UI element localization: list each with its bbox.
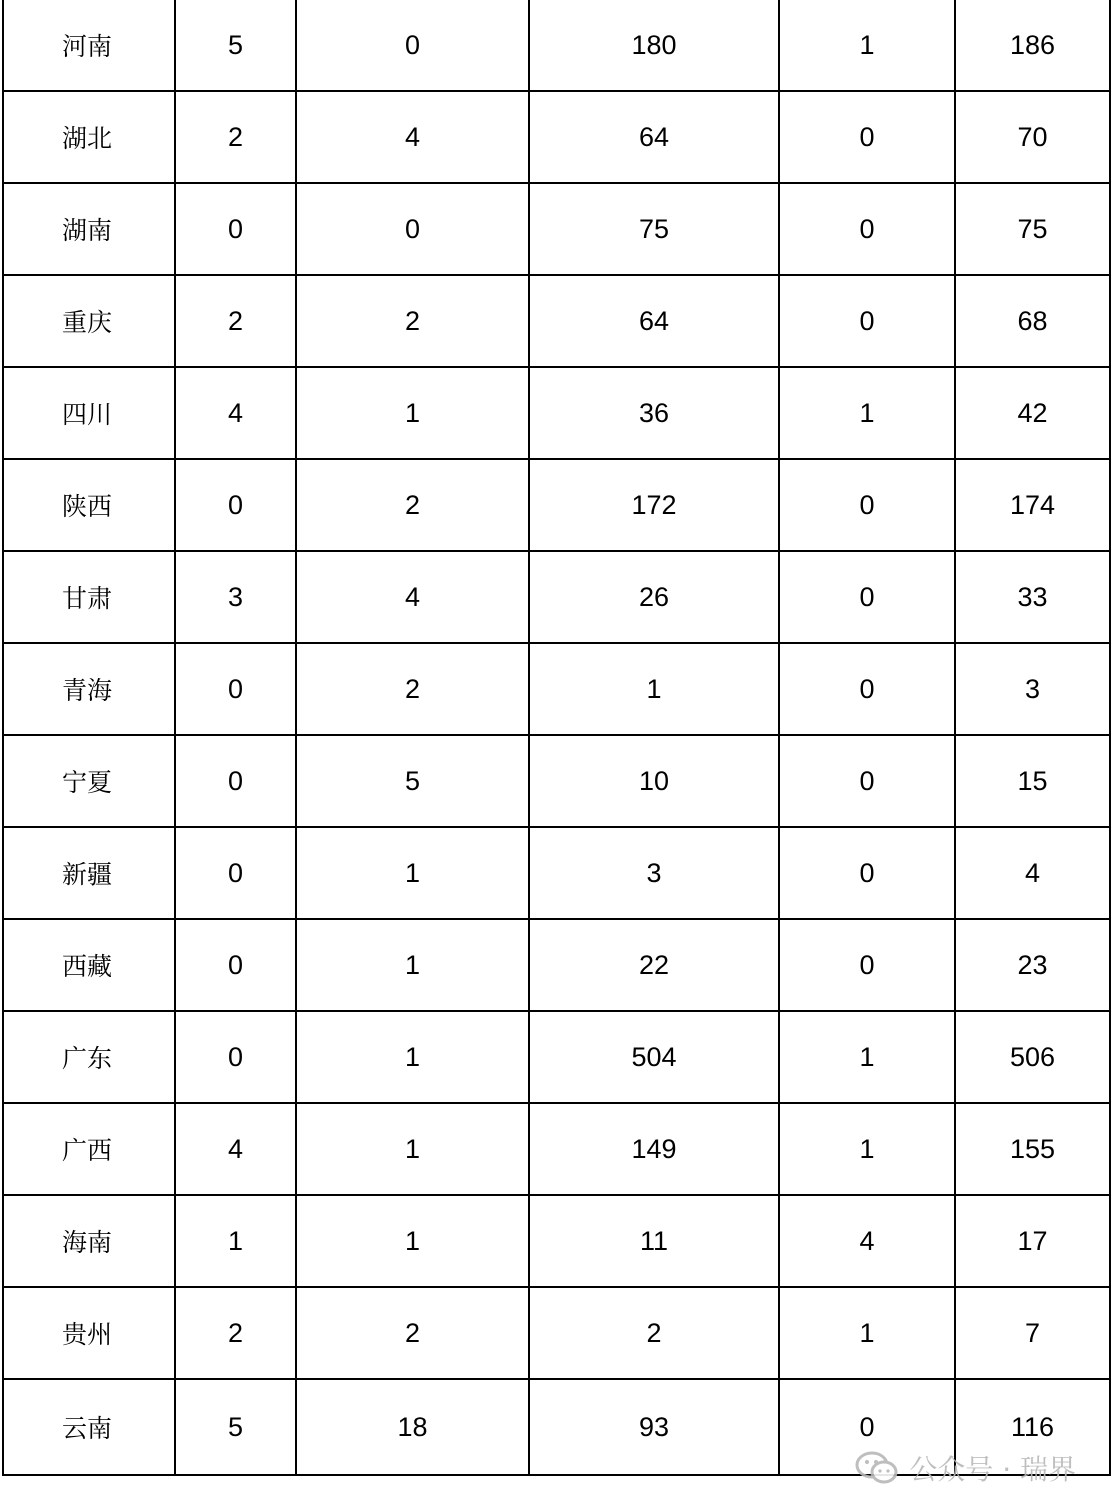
value-cell: 0 xyxy=(296,0,529,91)
value-cell: 0 xyxy=(175,643,296,735)
value-cell: 174 xyxy=(955,459,1110,551)
table-row xyxy=(3,1011,1110,1103)
value-cell: 33 xyxy=(955,551,1110,643)
value-cell: 0 xyxy=(779,459,955,551)
value-cell: 0 xyxy=(779,183,955,275)
value-cell: 0 xyxy=(175,1011,296,1103)
value-cell: 4 xyxy=(175,367,296,459)
value-cell: 36 xyxy=(529,367,779,459)
value-cell: 0 xyxy=(175,459,296,551)
value-cell: 2 xyxy=(296,643,529,735)
value-cell: 4 xyxy=(296,91,529,183)
value-cell: 1 xyxy=(296,919,529,1011)
value-cell: 0 xyxy=(779,91,955,183)
value-cell: 116 xyxy=(955,1379,1110,1475)
value-cell: 1 xyxy=(779,1287,955,1379)
value-cell: 22 xyxy=(529,919,779,1011)
value-cell: 0 xyxy=(779,643,955,735)
region-cell: 海南 xyxy=(3,1195,175,1287)
value-cell: 7 xyxy=(955,1287,1110,1379)
table-row xyxy=(3,551,1110,643)
value-cell: 2 xyxy=(296,459,529,551)
value-cell: 5 xyxy=(175,0,296,91)
value-cell: 64 xyxy=(529,91,779,183)
value-cell: 1 xyxy=(779,1011,955,1103)
value-cell: 4 xyxy=(296,551,529,643)
value-cell: 504 xyxy=(529,1011,779,1103)
value-cell: 1 xyxy=(175,1195,296,1287)
region-cell: 新疆 xyxy=(3,827,175,919)
value-cell: 5 xyxy=(296,735,529,827)
value-cell: 1 xyxy=(296,1195,529,1287)
table-row xyxy=(3,1195,1110,1287)
region-cell: 河南 xyxy=(3,0,175,91)
value-cell: 18 xyxy=(296,1379,529,1475)
value-cell: 1 xyxy=(296,367,529,459)
table-row xyxy=(3,459,1110,551)
value-cell: 75 xyxy=(955,183,1110,275)
value-cell: 0 xyxy=(175,827,296,919)
value-cell: 4 xyxy=(175,1103,296,1195)
table-row xyxy=(3,919,1110,1011)
value-cell: 0 xyxy=(175,919,296,1011)
region-cell: 重庆 xyxy=(3,275,175,367)
value-cell: 70 xyxy=(955,91,1110,183)
value-cell: 3 xyxy=(175,551,296,643)
region-cell: 湖南 xyxy=(3,183,175,275)
data-table-container xyxy=(2,0,1110,1476)
value-cell: 0 xyxy=(296,183,529,275)
value-cell: 1 xyxy=(529,643,779,735)
value-cell: 68 xyxy=(955,275,1110,367)
region-cell: 贵州 xyxy=(3,1287,175,1379)
value-cell: 75 xyxy=(529,183,779,275)
value-cell: 17 xyxy=(955,1195,1110,1287)
region-cell: 甘肃 xyxy=(3,551,175,643)
value-cell: 42 xyxy=(955,367,1110,459)
value-cell: 0 xyxy=(175,735,296,827)
table-row xyxy=(3,275,1110,367)
table-row xyxy=(3,0,1110,91)
region-cell: 陕西 xyxy=(3,459,175,551)
value-cell: 15 xyxy=(955,735,1110,827)
value-cell: 186 xyxy=(955,0,1110,91)
region-cell: 湖北 xyxy=(3,91,175,183)
value-cell: 180 xyxy=(529,0,779,91)
region-cell: 广东 xyxy=(3,1011,175,1103)
value-cell: 0 xyxy=(779,275,955,367)
value-cell: 1 xyxy=(296,1011,529,1103)
region-cell: 四川 xyxy=(3,367,175,459)
value-cell: 2 xyxy=(529,1287,779,1379)
value-cell: 2 xyxy=(296,1287,529,1379)
value-cell: 1 xyxy=(779,0,955,91)
value-cell: 5 xyxy=(175,1379,296,1475)
value-cell: 1 xyxy=(779,1103,955,1195)
value-cell: 0 xyxy=(779,735,955,827)
value-cell: 506 xyxy=(955,1011,1110,1103)
value-cell: 172 xyxy=(529,459,779,551)
watermark xyxy=(855,1448,1076,1488)
value-cell: 4 xyxy=(955,827,1110,919)
table-row xyxy=(3,1287,1110,1379)
region-cell: 西藏 xyxy=(3,919,175,1011)
value-cell: 11 xyxy=(529,1195,779,1287)
table-row xyxy=(3,183,1110,275)
watermark-text: 公众号 · 瑞界 xyxy=(909,1453,1076,1486)
table-body xyxy=(3,0,1110,1475)
value-cell: 3 xyxy=(529,827,779,919)
table-row xyxy=(3,367,1110,459)
region-cell: 云南 xyxy=(3,1379,175,1475)
value-cell: 2 xyxy=(175,91,296,183)
value-cell: 26 xyxy=(529,551,779,643)
value-cell: 0 xyxy=(779,551,955,643)
value-cell: 2 xyxy=(175,275,296,367)
value-cell: 93 xyxy=(529,1379,779,1475)
value-cell: 0 xyxy=(779,827,955,919)
value-cell: 1 xyxy=(779,367,955,459)
value-cell: 3 xyxy=(955,643,1110,735)
value-cell: 23 xyxy=(955,919,1110,1011)
table-row xyxy=(3,1103,1110,1195)
value-cell: 64 xyxy=(529,275,779,367)
value-cell: 4 xyxy=(779,1195,955,1287)
value-cell: 0 xyxy=(779,919,955,1011)
wechat-icon xyxy=(855,1450,899,1486)
data-table xyxy=(2,0,1111,1476)
table-row xyxy=(3,643,1110,735)
value-cell: 10 xyxy=(529,735,779,827)
region-cell: 宁夏 xyxy=(3,735,175,827)
table-row xyxy=(3,735,1110,827)
value-cell: 0 xyxy=(779,1379,955,1475)
region-cell: 青海 xyxy=(3,643,175,735)
table-row xyxy=(3,827,1110,919)
value-cell: 1 xyxy=(296,827,529,919)
table-row xyxy=(3,91,1110,183)
region-cell: 广西 xyxy=(3,1103,175,1195)
value-cell: 2 xyxy=(175,1287,296,1379)
value-cell: 0 xyxy=(175,183,296,275)
value-cell: 155 xyxy=(955,1103,1110,1195)
value-cell: 149 xyxy=(529,1103,779,1195)
value-cell: 1 xyxy=(296,1103,529,1195)
value-cell: 2 xyxy=(296,275,529,367)
